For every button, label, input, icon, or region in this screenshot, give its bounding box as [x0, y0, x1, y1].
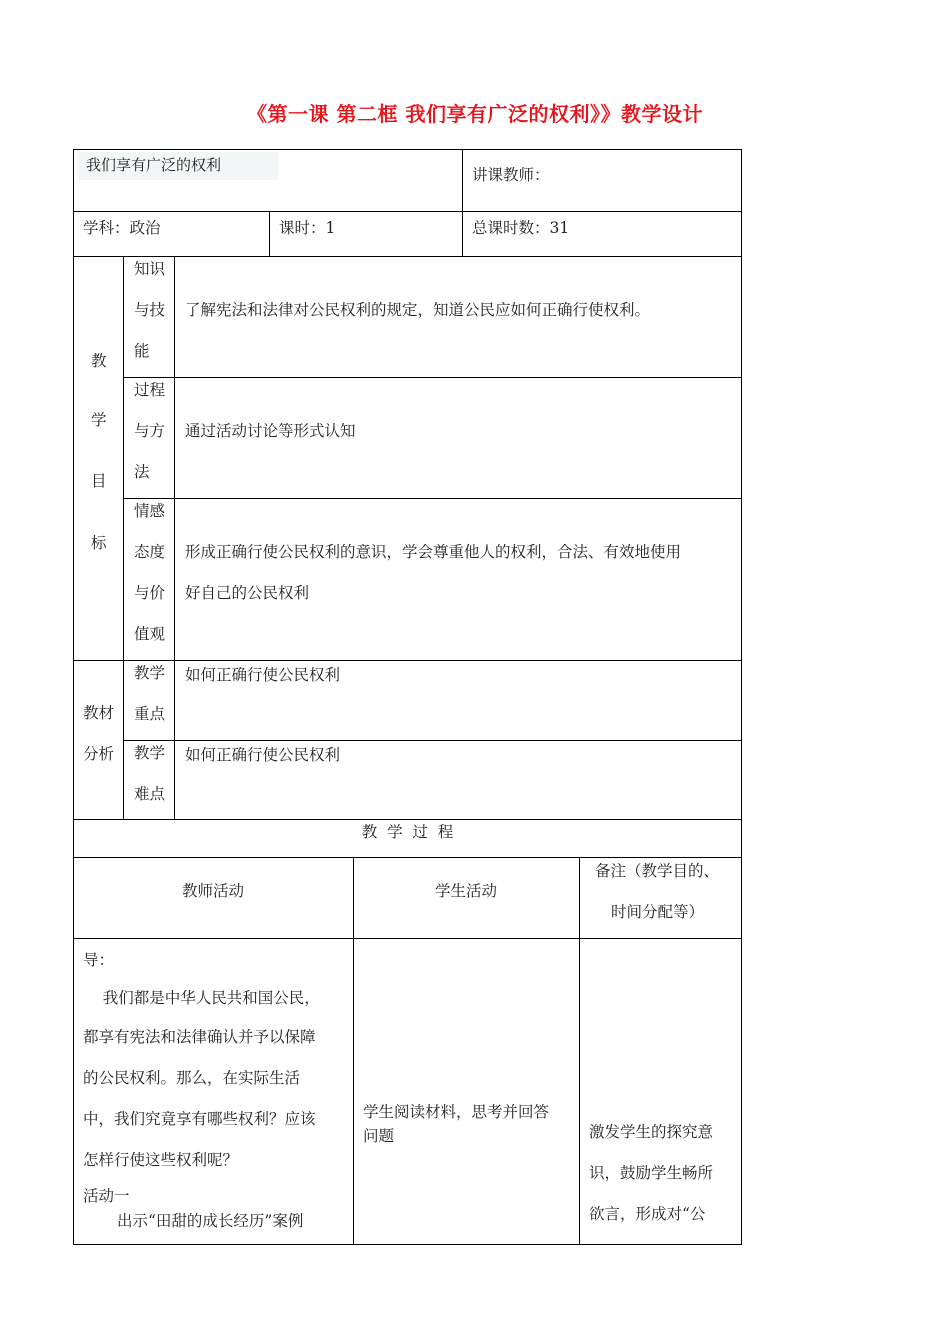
goal-label: 知识	[134, 260, 166, 278]
goal-content: 通过活动讨论等形式认知	[185, 422, 356, 440]
goal-content: 形成正确行使公民权利的意识，学会尊重他人的权利，合法、有效地使用	[185, 543, 682, 561]
goals-group-char: 教	[91, 352, 107, 370]
key-point-content: 如何正确行使公民权利	[185, 666, 341, 684]
teacher-activity-line: 中，我们究竟享有哪些权利？应该	[83, 1110, 316, 1128]
goal-label: 法	[134, 463, 150, 481]
difficulty-content: 如何正确行使公民权利	[185, 746, 341, 764]
notes-header: 时间分配等）	[611, 903, 705, 921]
goal-label: 情感	[134, 502, 166, 520]
goal-label: 过程	[134, 381, 166, 399]
goal-label: 能	[134, 342, 150, 360]
process-heading: 教 学 过 程	[361, 823, 454, 841]
analysis-group-label: 教材	[83, 704, 115, 722]
goal-label: 与价	[134, 584, 166, 602]
goal-label: 态度	[134, 543, 166, 561]
teacher-label: 讲课教师：	[472, 166, 550, 184]
analysis-label: 重点	[134, 705, 166, 723]
rule	[73, 211, 742, 212]
goal-label: 与技	[134, 301, 166, 319]
rule	[462, 149, 463, 256]
teacher-activity-line: 导：	[83, 951, 115, 969]
student-activity-line: 问题	[363, 1127, 395, 1145]
goal-label: 值观	[134, 625, 166, 643]
student-activity-line: 学生阅读材料，思考并回答	[363, 1103, 550, 1121]
goal-content: 好自己的公民权利	[185, 584, 310, 602]
teacher-activity-header: 教师活动	[181, 882, 244, 900]
teacher-activity-line: 的公民权利。那么，在实际生活	[83, 1069, 301, 1087]
rule	[123, 256, 124, 819]
analysis-label: 教学	[134, 664, 166, 682]
analysis-label: 难点	[134, 785, 166, 803]
activity-title: 活动一	[83, 1187, 130, 1205]
rule	[579, 857, 580, 1245]
note-line: 识，鼓励学生畅所	[589, 1164, 714, 1182]
goals-group-char: 目	[91, 472, 107, 490]
subject-field: 学科：政治	[83, 219, 161, 237]
total-hours-field: 总课时数：31	[472, 219, 570, 237]
rule	[174, 256, 175, 819]
teacher-activity-line: 我们都是中华人民共和国公民，	[83, 989, 320, 1007]
note-line: 激发学生的探究意	[589, 1123, 714, 1141]
goals-group-char: 学	[91, 411, 107, 429]
goals-group-char: 标	[91, 534, 107, 552]
teacher-activity-line: 怎样行使这些权利呢？	[83, 1151, 239, 1169]
activity-text: 出示“田甜的成长经历”案例	[117, 1212, 304, 1230]
student-activity-header: 学生活动	[434, 882, 497, 900]
goal-label: 与方	[134, 422, 166, 440]
teacher-activity-line: 都享有宪法和法律确认并予以保障	[83, 1028, 316, 1046]
hours-field: 课时：1	[279, 219, 336, 237]
notes-header: 备注（教学目的、	[595, 862, 720, 880]
analysis-group-label: 分析	[83, 745, 115, 763]
document-title: 《第一课 第二框 我们享有广泛的权利》》教学设计	[247, 102, 703, 126]
lesson-title-label: 我们享有广泛的权利	[78, 152, 278, 180]
analysis-label: 教学	[134, 744, 166, 762]
goal-content: 了解宪法和法律对公民权利的规定，知道公民应如何正确行使权利。	[185, 301, 651, 319]
rule	[269, 211, 270, 256]
rule	[123, 377, 742, 378]
rule	[73, 938, 742, 939]
rule	[353, 857, 354, 1245]
note-line: 欲言，形成对“公	[589, 1205, 706, 1223]
rule	[123, 498, 742, 499]
